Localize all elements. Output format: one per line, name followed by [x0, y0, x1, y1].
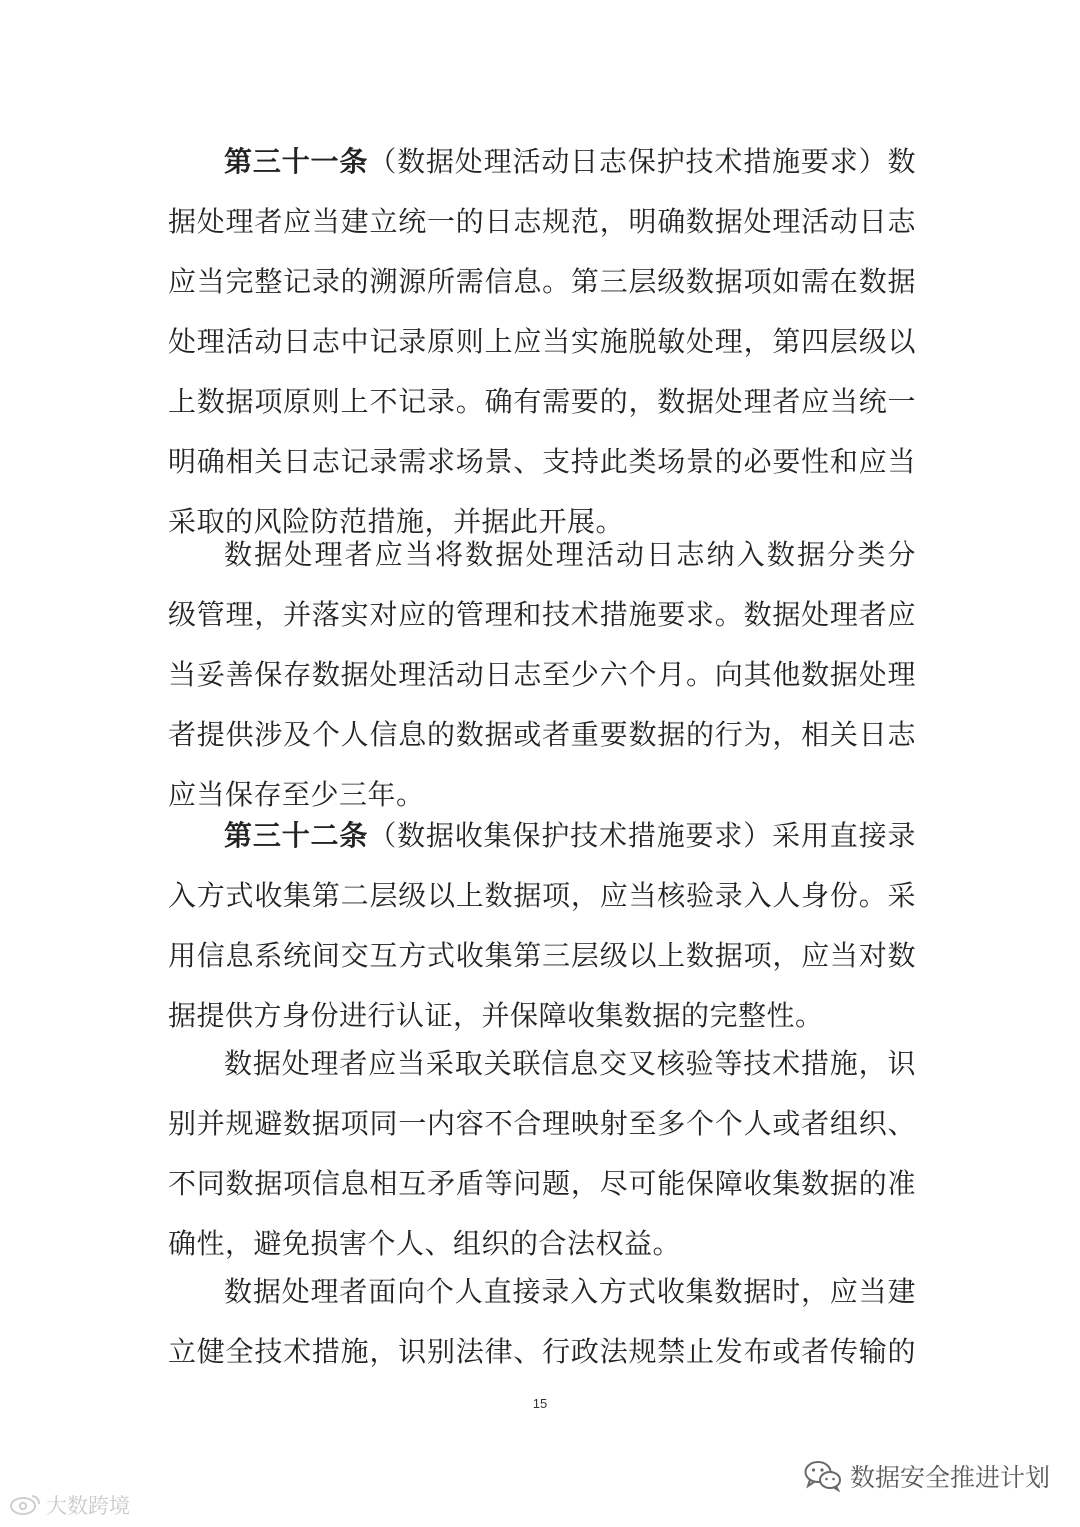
text-line: 采取的风险防范措施，并据此开展。 [168, 505, 625, 538]
text-line: 者提供涉及个人信息的数据或者重要数据的行为，相关日志 [168, 718, 916, 751]
text-line: 第三十一条（数据处理活动日志保护技术措施要求）数 [224, 145, 916, 178]
article-32-paragraph [168, 806, 916, 1046]
text-line: 处理活动日志中记录原则上应当实施脱敏处理，第四层级以 [168, 325, 916, 358]
text-line: 明确相关日志记录需求场景、支持此类场景的必要性和应当 [168, 445, 916, 478]
weibo-watermark [8, 1490, 130, 1520]
log-retention-paragraph [168, 525, 916, 825]
article-title: 第三十二条 [224, 819, 369, 852]
weibo-eye-icon [8, 1493, 42, 1517]
text-line: 别并规避数据项同一内容不合理映射至多个个人或者组织、 [168, 1107, 916, 1140]
text-line: 数据处理者应当将数据处理活动日志纳入数据分类分 [224, 538, 916, 571]
weibo-account-name: 大数跨境 [46, 1494, 130, 1518]
text-line: 第三十二条（数据收集保护技术措施要求）采用直接录 [224, 819, 916, 852]
text-line: 数据处理者应当采取关联信息交叉核验等技术措施，识 [224, 1047, 916, 1080]
text-line: 确性，避免损害个人、组织的合法权益。 [168, 1227, 682, 1260]
text-line: 级管理，并落实对应的管理和技术措施要求。数据处理者应 [168, 598, 916, 631]
text-line: 不同数据项信息相互矛盾等问题，尽可能保障收集数据的准 [168, 1167, 916, 1200]
article-31-paragraph [168, 132, 916, 552]
text-line: 当妥善保存数据处理活动日志至少六个月。向其他数据处理 [168, 658, 916, 691]
text-line: 入方式收集第二层级以上数据项，应当核验录入人身份。采 [168, 879, 916, 912]
text-line: 应当保存至少三年。 [168, 778, 425, 811]
text-line: 数据处理者面向个人直接录入方式收集数据时，应当建 [224, 1275, 916, 1308]
text-line: 据提供方身份进行认证，并保障收集数据的完整性。 [168, 999, 824, 1032]
cross-verification-paragraph [168, 1034, 916, 1274]
article-title: 第三十一条 [224, 145, 369, 178]
wechat-account-name: 数据安全推进计划 [849, 1463, 1050, 1492]
text-line: 立健全技术措施，识别法律、行政法规禁止发布或者传输的 [168, 1335, 916, 1368]
text-line: 上数据项原则上不记录。确有需要的，数据处理者应当统一 [168, 385, 916, 418]
direct-entry-paragraph [168, 1262, 916, 1382]
text-line: 据处理者应当建立统一的日志规范，明确数据处理活动日志 [168, 205, 916, 238]
wechat-icon [804, 1460, 842, 1492]
page-number: 15 [532, 1396, 548, 1411]
text-line: 应当完整记录的溯源所需信息。第三层级数据项如需在数据 [168, 265, 916, 298]
wechat-watermark [804, 1456, 1050, 1496]
text-line: 用信息系统间交互方式收集第三层级以上数据项，应当对数 [168, 939, 916, 972]
